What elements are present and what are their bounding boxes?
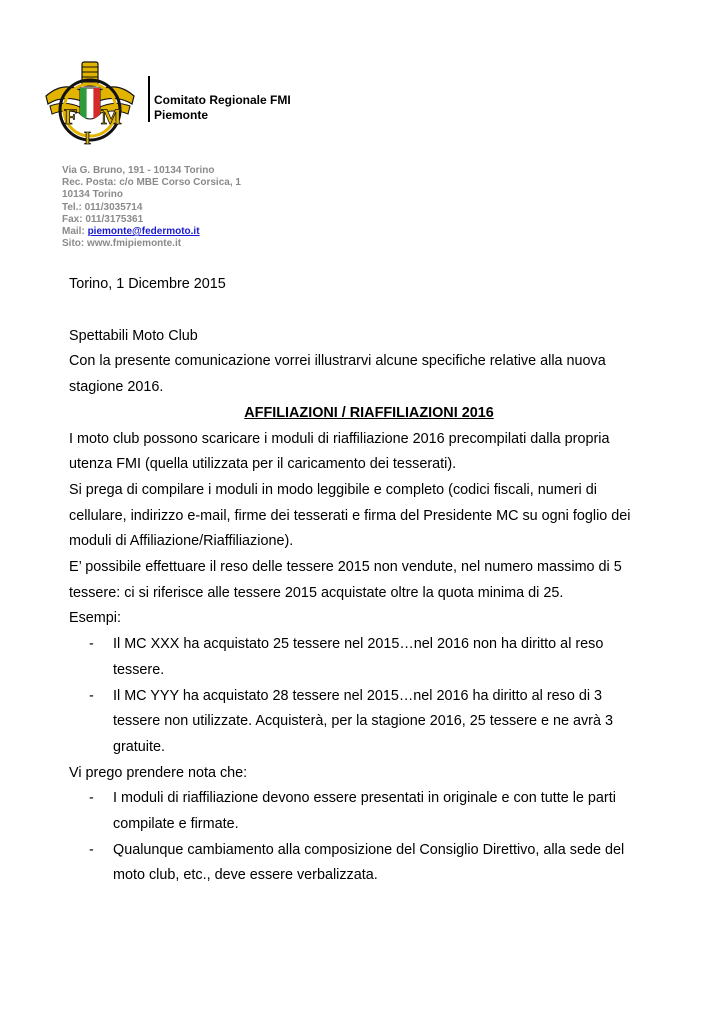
notes-label: Vi prego prendere nota che: (69, 764, 248, 781)
paragraph-compile: Si prega di compilare i moduli in modo leggibile e completo (codici fiscali, numeri di cellulare, indirizzo e-mail, firme dei tesserati e firma del Presidente MC su ogni foglio dei moduli di Affiliazione/Riaffiliazione). (69, 481, 631, 550)
paragraph-download: I moto club possono scaricare i moduli di riaffiliazione 2016 precompilati dalla propria utenza FMI (quella utilizzata per il caricamento dei tesserati). (69, 430, 610, 473)
letter-body (69, 272, 649, 889)
letter-salutation: Spettabili Moto Club (69, 327, 198, 344)
contact-tel: Tel.: 011/3035714 (62, 201, 143, 213)
letter-date: Torino, 1 Dicembre 2015 (69, 276, 226, 292)
list-item (69, 786, 649, 837)
example-text: Il MC YYY ha acquistato 28 tessere nel 2015…nel 2016 ha diritto al reso di 3 tessere non utilizzate. Acquisterà, per la stagione 2016, 25 tessere e ne avrà 3 gratuite. (113, 687, 613, 755)
svg-text:F: F (64, 104, 78, 129)
contact-address: Via G. Bruno, 191 - 10134 Torino (62, 165, 215, 176)
mail-label: Mail: (62, 226, 88, 238)
note-text: Qualunque cambiamento alla composizione del Consiglio Direttivo, alla sede del moto club, etc., deve essere verbalizzata. (113, 841, 625, 884)
svg-text:M: M (101, 104, 122, 129)
fmi-logo (44, 58, 136, 150)
examples-label: Esempi: (69, 610, 121, 627)
contact-postal-line-1: Rec. Posta: c/o MBE Corso Corsica, 1 (62, 177, 241, 189)
committee-line-1: Comitato Regionale FMI (154, 93, 291, 107)
list-dash: - (89, 841, 94, 858)
list-item (69, 684, 649, 761)
contact-site: Sito: www.fmipiemonte.it (62, 238, 182, 250)
fmi-emblem-icon (44, 58, 136, 150)
section-heading: AFFILIAZIONI / RIAFFILIAZIONI 2016 (244, 404, 494, 421)
letter-intro: Con la presente comunicazione vorrei illustrarvi alcune specifiche relative alla nuova stagione 2016. (69, 353, 606, 396)
header-divider (148, 76, 150, 122)
list-dash: - (89, 790, 94, 807)
contact-mail (62, 226, 241, 238)
list-dash: - (89, 636, 94, 653)
contact-block (62, 165, 241, 250)
list-item (69, 838, 649, 889)
contact-fax: Fax: 011/3175361 (62, 213, 144, 225)
example-text: Il MC XXX ha acquistato 25 tessere nel 2015…nel 2016 non ha diritto al reso tessere. (113, 636, 604, 678)
note-text: I moduli di riaffiliazione devono essere presentati in originale e con tutte le parti compilate e firmate. (113, 790, 616, 833)
svg-text:I: I (84, 128, 92, 148)
list-item (69, 632, 649, 683)
mail-link[interactable]: piemonte@federmoto.it (87, 226, 200, 238)
paragraph-return: E’ possibile effettuare il reso delle tessere 2015 non vendute, nel numero massimo di 5 tessere: ci si riferisce alle tessere 2015 acquistate oltre la quota minima di 25. (69, 559, 622, 601)
list-dash: - (89, 687, 94, 704)
committee-name (154, 93, 291, 123)
contact-postal-line-2: 10134 Torino (62, 189, 123, 201)
committee-line-2: Piemonte (154, 108, 209, 122)
